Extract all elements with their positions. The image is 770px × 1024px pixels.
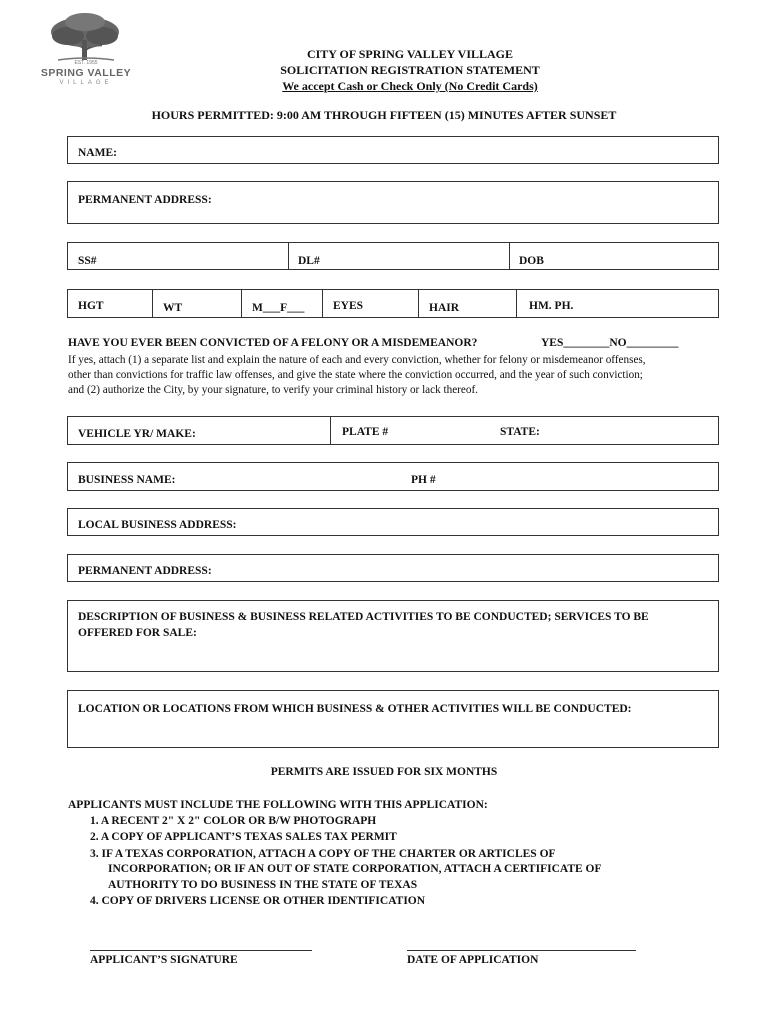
locations-label: LOCATION OR LOCATIONS FROM WHICH BUSINESS & OTHER ACTIVITIES WILL BE CONDUCTED: [78,703,632,715]
divider [509,243,510,269]
conviction-yes-no[interactable]: YES________NO_________ [541,337,679,349]
conviction-instructions-2: other than convictions for traffic law offenses, and give the state where the conviction occurred, and the year of such conviction; [68,369,643,381]
local-business-address-label: LOCAL BUSINESS ADDRESS: [78,519,237,531]
divider [418,290,419,317]
ss-label: SS# [78,255,97,267]
business-locations-field[interactable] [67,690,719,748]
divider [288,243,289,269]
divider [330,417,331,444]
logo-established: EST. 1955 [74,60,98,66]
requirement-item-continued: AUTHORITY TO DO BUSINESS IN THE STATE OF TEXAS [108,879,418,891]
logo-name: SPRING VALLEY [40,67,132,79]
payment-note: We accept Cash or Check Only (No Credit Cards) [282,79,538,93]
home-phone-label: HM. PH. [529,300,574,312]
business-phone-label: PH # [411,474,436,486]
divider [516,290,517,317]
tree-icon [38,10,134,62]
description-label-line2: OFFERED FOR SALE: [78,627,197,639]
description-label-line1: DESCRIPTION OF BUSINESS & BUSINESS RELATED ACTIVITIES TO BE CONDUCTED; SERVICES TO BE [78,611,649,623]
plate-label: PLATE # [342,426,389,438]
local-business-address-field[interactable] [67,508,719,536]
gender-label: M___F___ [252,302,305,314]
name-field[interactable] [67,136,719,164]
business-permanent-address-label: PERMANENT ADDRESS: [78,565,212,577]
conviction-question: HAVE YOU EVER BEEN CONVICTED OF A FELONY OR A MISDEMEANOR? [68,337,478,349]
hair-label: HAIR [429,302,460,314]
divider [241,290,242,317]
eyes-label: EYES [333,300,364,312]
business-description-field[interactable] [67,600,719,672]
date-of-application-label: DATE OF APPLICATION [407,954,539,966]
city-logo [38,10,134,92]
conviction-instructions-1: If yes, attach (1) a separate list and explain the nature of each and every conviction, whether for felony or misdemeanor offenses, [68,354,646,366]
requirements-heading: APPLICANTS MUST INCLUDE THE FOLLOWING WITH THIS APPLICATION: [68,799,488,811]
applicant-signature-line[interactable] [90,950,312,951]
date-of-application-line[interactable] [407,950,636,951]
requirement-item-continued: INCORPORATION; OR IF AN OUT OF STATE CORPORATION, ATTACH A CERTIFICATE OF [108,863,602,875]
city-title: CITY OF SPRING VALLEY VILLAGE [306,47,514,61]
form-title: SOLICITATION REGISTRATION STATEMENT [280,63,540,77]
business-permanent-address-field[interactable] [67,554,719,582]
vehicle-row [67,416,719,445]
hgt-label: HGT [78,300,104,312]
conviction-instructions-3: and (2) authorize the City, by your signature, to verify your criminal history or lack thereof. [68,384,478,396]
divider [152,290,153,317]
permanent-address-label: PERMANENT ADDRESS: [78,194,212,206]
requirement-item: 3. IF A TEXAS CORPORATION, ATTACH A COPY OF THE CHARTER OR ARTICLES OF [90,848,556,860]
business-name-label: BUSINESS NAME: [78,474,176,486]
requirement-item: 2. A COPY OF APPLICANT’S TEXAS SALES TAX PERMIT [90,831,397,843]
physical-row [67,289,719,318]
dl-label: DL# [298,255,320,267]
dob-label: DOB [519,255,544,267]
state-label: STATE: [500,426,540,438]
permit-duration: PERMITS ARE ISSUED FOR SIX MONTHS [270,766,498,778]
divider [322,290,323,317]
hours-permitted: HOURS PERMITTED: 9:00 AM THROUGH FIFTEEN (15) MINUTES AFTER SUNSET [151,108,617,122]
requirement-item: 4. COPY OF DRIVERS LICENSE OR OTHER IDENTIFICATION [90,895,426,907]
name-label: NAME: [78,147,117,159]
wt-label: WT [163,302,183,314]
vehicle-label: VEHICLE YR/ MAKE: [78,428,196,440]
permanent-address-field[interactable] [67,181,719,224]
logo-subtitle: VILLAGE [59,80,113,86]
requirement-item: 1. A RECENT 2" X 2" COLOR OR B/W PHOTOGRAPH [90,815,377,827]
id-row [67,242,719,270]
applicant-signature-label: APPLICANT’S SIGNATURE [90,954,238,966]
business-name-field[interactable] [67,462,719,491]
